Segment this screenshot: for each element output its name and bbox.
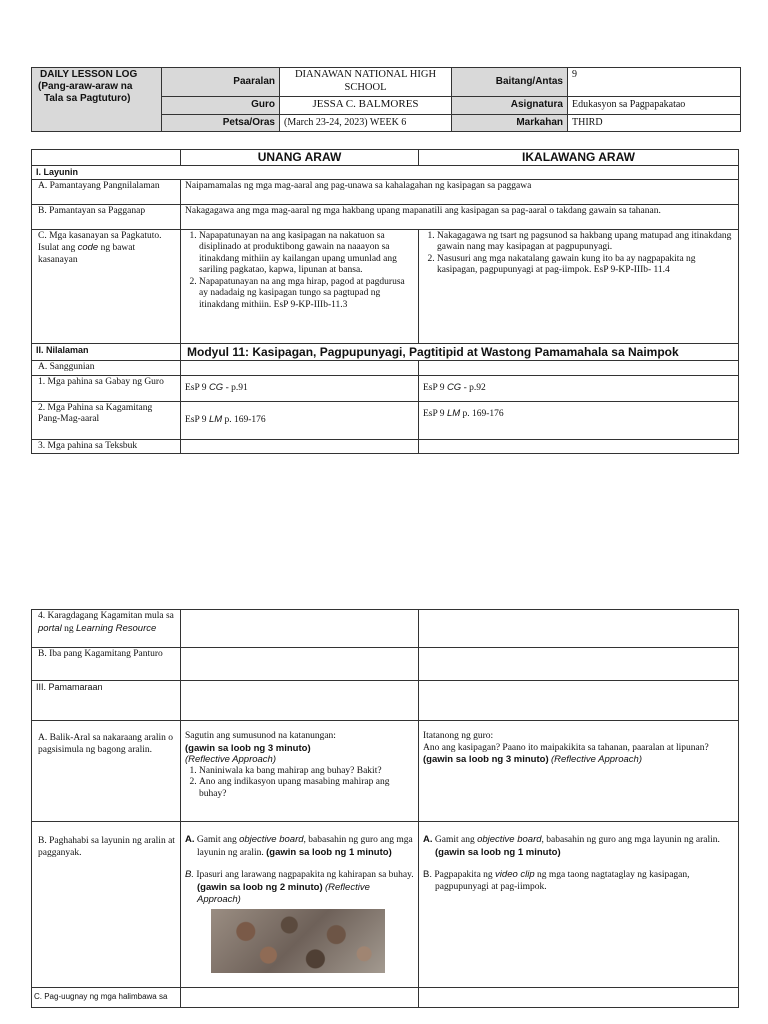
iba-pang-day2 [419,648,739,681]
teksbuk-day2 [419,439,739,454]
balik-day2-time: (gawin sa loob ng 3 minuto) [423,754,549,766]
paghahabi-day2-a-time: (gawin sa loob ng 1 minuto) [435,846,561,858]
section-nilalaman: II. Nilalaman [32,343,181,361]
paghahabi-day1-a-mark: A. [185,834,195,845]
paghahabi-day1-b [185,869,414,907]
teacher-value: JESSA C. BALMORES [280,96,452,114]
gabay-day2-pre: EsP 9 [423,383,445,393]
balik-day2-approach: (Reflective Approach) [550,754,642,766]
pagganap-label: B. Pamantayan sa Pagganap [32,204,181,229]
kagamitan-day1 [181,401,419,439]
kasanayan-label-part2: ng bawat kasanayan [38,243,136,265]
paghahabi-day1 [181,822,419,988]
gabay-label: 1. Mga pahina sa Gabay ng Guro [32,375,181,401]
paghahabi-day1-a-post: , babasahin ng guro ang mga layunin ng aralin. [197,835,413,858]
paghahabi-day2-b-mark: B. [423,869,432,881]
teksbuk-label: 3. Mga pahina sa Teksbuk [32,439,181,454]
sanggunian-label: A. Sanggunian [32,361,181,376]
balik-day2-intro: Itatanong ng guro: [423,731,494,741]
karagdagang-learning-resource: Learning Resource [76,622,157,634]
teksbuk-day1 [181,439,419,454]
paghahabi-day2-a-post: , babasahin ng guro ang mga layunin ng aralin. [541,835,720,845]
karagdagang-label [32,610,181,648]
kag-day2-pre: EsP 9 [423,408,445,419]
paghahabi-day2-a-pre: Gamit ang [434,835,475,845]
paghahabi-label: B. Paghahabi sa layunin ng aralin at pagganyak. [32,822,181,988]
balik-day1-time: (gawin sa loob ng 3 minuto) [185,742,311,754]
day1-heading: UNANG ARAW [181,150,419,166]
paghahabi-day2-b-pre: Pagpapakita ng [434,870,493,881]
sanggunian-day1 [181,361,419,376]
balik-day1-approach: (Reflective Approach) [185,754,276,766]
pamantayang-label: A. Pamantayang Pangnilalaman [32,179,181,204]
paghahabi-day1-a-pre: Gamit ang [196,835,237,845]
date-label: Petsa/Oras [162,114,280,131]
day2-objective-2: 2. Nasusuri ang mga nakatalang gawain kung ito ba ay nagpapakita ng kasipagan, pagpupunyagi at pag-iimpok. EsP 9-KP-IIIb- 11.4 [437,254,734,277]
paghahabi-day1-a-time: (gawin sa loob ng 1 minuto) [266,846,392,858]
kag-day2-page: p. 169-176 [462,408,504,419]
karagdagang-portal: portal [38,622,62,634]
kagamitan-label: 2. Mga Pahina sa Kagamitang Pang-Mag-aaral [32,401,181,439]
hardship-photo [211,909,385,973]
gabay-day1-cg: CG [208,382,224,393]
procedure-table [31,609,739,1008]
balik-aral-day2 [419,721,739,822]
paghahabi-day2-b-video: video clip [495,869,535,881]
karagdagang-label-part1: 4. Karagdagang Kagamitan mula sa [38,611,174,621]
iba-pang-label: B. Iba pang Kagamitang Panturo [32,648,181,681]
corner-cell [32,150,181,166]
karagdagang-day2 [419,610,739,648]
lesson-log-header [31,67,741,132]
gabay-day1-pre: EsP 9 [185,383,207,393]
grade-value: 9 [568,68,741,97]
paghahabi-day2-b [423,869,734,893]
subject-label: Asignatura [452,96,568,114]
balik-aral-label: A. Balik-Aral sa nakaraang aralin o pagsisimula ng bagong aralin. [32,721,181,822]
teacher-label: Guro [162,96,280,114]
balik-day2-content [423,743,734,767]
day2-heading: IKALAWANG ARAW [419,150,739,166]
paghahabi-day2 [419,822,739,988]
karagdagang-day1 [181,610,419,648]
kag-day1-lm: LM [208,414,223,425]
quarter-value: THIRD [568,114,741,131]
kag-day1-pre: EsP 9 [185,415,207,425]
kasanayan-label [32,229,181,343]
section-layunin: I. Layunin [32,165,739,179]
day2-objective-1: 1. Nakagagawa ng tsart ng pagsunod sa hakbang upang matupad ang itinakdang gawain nang may kasipagan at pagpupunyagi. [437,231,734,254]
day1-objectives [181,229,419,343]
log-title-line-1: DAILY LESSON LOG [40,69,138,80]
day1-objective-1: 1. Napapatunayan na ang kasipagan na nakatuon sa disiplinado at produktibong gawain na naaayon sa itinakdang mithiin ay kailangan upang umunlad ang sariling pagkatao, kapwa, lipunan at bansa. [199,231,414,277]
pamamaraan-day2 [419,681,739,721]
balik-aral-day1 [181,721,419,822]
balik-day1-intro: Sagutin ang sumusunod na katanungan: [185,731,336,741]
kagamitan-day2 [419,401,739,439]
paghahabi-day2-a-mark: A. [423,834,433,845]
day1-objective-2: 2. Napapatunayan na ang mga hirap, pagod at pagdurusa ay nadadaig ng kasipagan tungo sa pagtupad ng itinakdang mithiin. EsP 9-KP-IIIb-11.3 [199,277,414,312]
kag-day1-page: p. 169-176 [224,415,266,425]
paghahabi-day2-a-board: objective board [477,834,542,845]
kasanayan-label-part1: C. Mga kasanayan sa Pagkatuto. Isulat ang [38,230,162,254]
gabay-day2-page: - p.92 [463,383,486,393]
day2-objectives [419,229,739,343]
pag-uugnay-day1 [181,988,419,1008]
modyul-title: Modyul 11: Kasipagan, Pagpupunyagi, Pagtitipid at Wastong Pamamahala sa Naimpok [181,343,739,361]
sanggunian-day2 [419,361,739,376]
school-label: Paaralan [162,68,280,97]
pagganap-value: Nakagagawa ang mga mag-aaral ng mga hakbang upang mapanatili ang kasipagan sa pag-aaral o takdang gawain sa tahanan. [181,204,739,229]
objectives-table [31,149,739,454]
paghahabi-day2-a [423,834,734,859]
paghahabi-day1-b-approach: (Reflective Approach) [197,881,370,906]
log-title-line-3: Tala sa Pagtuturo) [44,93,131,105]
subject-value: Edukasyon sa Pagpapakatao [568,96,741,114]
pag-uugnay-label: C. Pag-uugnay ng mga halimbawa sa [32,988,181,1008]
paghahabi-day1-a-board: objective board [239,834,304,845]
gabay-day2-cg: CG [446,382,462,393]
paghahabi-day2-b-post: ng mga taong nagtataglay ng kasipagan, pagpupunyagi at pag-iimpok. [435,870,690,892]
paghahabi-day1-a [185,834,414,859]
balik-day1-question-1: 1. Naniniwala ka bang mahirap ang buhay? Bakit? [199,766,414,778]
kasanayan-label-code: code [77,242,99,254]
paghahabi-day1-b-text: Ipasuri ang larawang nagpapakita ng kahirapan sa buhay. [196,870,414,881]
gabay-day2 [419,375,739,401]
gabay-day1-page: - p.91 [225,383,248,393]
log-title [32,68,162,132]
gabay-day1 [181,375,419,401]
kag-day2-lm: LM [446,407,461,419]
pag-uugnay-day2 [419,988,739,1008]
paghahabi-day1-b-mark: B. [185,869,194,881]
balik-day2-question: Ano ang kasipagan? Paano ito maipakikita sa tahanan, paaralan at lipunan? [423,742,709,753]
karagdagang-ng: ng [64,623,74,634]
paghahabi-day1-b-time: (gawin sa loob ng 2 minuto) [197,881,323,893]
grade-label: Baitang/Antas [452,68,568,97]
section-pamamaraan: III. Pamamaraan [32,681,181,721]
pamantayang-value: Naipamamalas ng mga mag-aaral ang pag-unawa sa kahalagahan ng kasipagan sa paggawa [181,179,739,204]
iba-pang-day1 [181,648,419,681]
pamamaraan-day1 [181,681,419,721]
school-value: DIANAWAN NATIONAL HIGH SCHOOL [280,68,452,97]
balik-day1-question-2: 2. Ano ang indikasyon upang masabing mahirap ang buhay? [199,777,414,800]
log-title-line-2: (Pang-araw-araw na [38,81,133,93]
date-value: (March 23-24, 2023) WEEK 6 [280,114,452,131]
quarter-label: Markahan [452,114,568,131]
